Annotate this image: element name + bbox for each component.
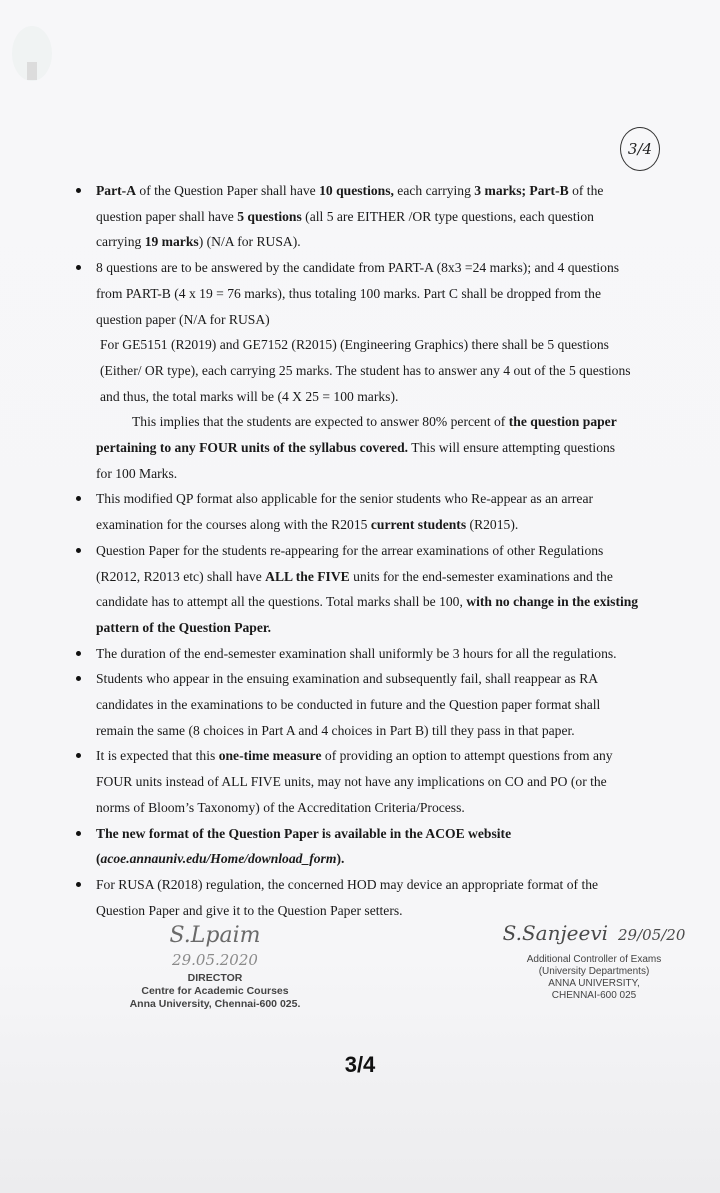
faded-arrow-icon: [27, 62, 37, 80]
bold-text: 3 marks; Part-B: [474, 183, 569, 198]
text-segment: This implies that the students are expected to answer 80% percent of: [132, 414, 509, 430]
text-line: [96, 229, 662, 255]
director-stamp: [95, 972, 335, 1011]
text-segment: candidates in the examinations to be conducted in future and the Question paper format shall: [96, 697, 601, 713]
text-line: [96, 307, 662, 333]
stamp-line: Anna University, Chennai-600 025.: [129, 998, 301, 1010]
bold-text: the question paper: [508, 414, 617, 430]
bullet-icon: [76, 882, 81, 887]
bullet-item: [0, 821, 720, 872]
text-segment: For GE5151 (R2019) and GE7152 (R2015) (Engineering Graphics) there shall be 5 questions: [100, 337, 609, 353]
text-line: [96, 666, 662, 692]
controller-signature-row: [503, 918, 686, 950]
text-line: [96, 204, 662, 230]
acoe-website-link[interactable]: acoe.annauniv.edu/Home/download_form: [100, 851, 337, 867]
text-segment: 8 questions are to be answered by the candidate from PART-A (8x3 =24 marks); and 4 questions: [96, 260, 620, 276]
text-line: [96, 281, 662, 307]
bold-text: ALL the FIVE: [265, 568, 350, 584]
text-segment: FOUR units instead of ALL FIVE units, may not have any implications on CO and PO (or the: [96, 774, 607, 790]
text-line: [96, 615, 662, 641]
text-segment: This modified QP format also applicable for the senior students who Re-appear as an arrear: [96, 491, 594, 507]
text-segment: of providing an option to attempt questions from any: [321, 748, 613, 764]
document-body: [0, 178, 720, 923]
controller-stamp: [496, 954, 692, 1002]
text-segment: remain the same (8 choices in Part A and 4 choices in Part B) till they pass in that paper.: [96, 722, 575, 738]
text-segment: (R2015).: [466, 517, 519, 533]
text-segment: question paper shall have: [96, 208, 238, 224]
director-signature-date: 29.05.2020: [172, 951, 258, 969]
text-segment: Question Paper and give it to the Question Paper setters.: [96, 902, 403, 918]
text-line: [96, 589, 662, 615]
bold-text: ).: [336, 851, 345, 867]
bullet-icon: [76, 651, 81, 656]
text-segment: For RUSA (R2018) regulation, the concerned HOD may device an appropriate format of the: [96, 876, 599, 892]
bold-text: 5 questions: [237, 208, 302, 224]
text-segment: each carrying: [393, 183, 475, 198]
text-line: [96, 564, 662, 590]
bold-text: Part-A: [96, 183, 137, 198]
bullet-icon: [76, 265, 81, 270]
text-line: [96, 178, 662, 204]
text-segment: Students who appear in the ensuing examination and subsequently fail, shall reappear as RA: [96, 671, 599, 687]
text-segment: units for the end-semester examinations and the: [349, 568, 613, 584]
bullet-item: [0, 743, 720, 820]
text-line: [96, 409, 662, 435]
bold-text: pattern of the Question Paper.: [96, 619, 272, 635]
text-segment: The duration of the end-semester examination shall uniformly be 3 hours for all the regulations.: [96, 645, 617, 661]
text-segment: candidate has to attempt all the questions. Total marks shall be 100,: [96, 594, 467, 610]
bullet-item: [0, 486, 720, 537]
text-line: [96, 795, 662, 821]
text-line: [96, 461, 662, 487]
bold-text: pertaining to any FOUR units of the syllabus covered.: [96, 440, 409, 456]
bullet-item: [0, 641, 720, 667]
bold-text: with no change in the existing: [466, 594, 639, 610]
text-segment: ) (N/A for RUSA).: [198, 234, 301, 250]
text-segment: This will ensure attempting questions: [408, 440, 616, 456]
stamp-line: Centre for Academic Courses: [141, 985, 289, 997]
text-line: [100, 384, 662, 410]
text-line: [96, 872, 662, 898]
text-segment: carrying: [96, 234, 145, 250]
bold-text: (: [96, 851, 101, 867]
text-segment: from PART-B (4 x 19 = 76 marks), thus totaling 100 marks. Part C shall be dropped from the: [96, 285, 601, 301]
text-line: [96, 821, 662, 847]
bullet-icon: [76, 548, 81, 553]
bullet-item: [0, 666, 720, 743]
bullet-icon: [76, 753, 81, 758]
text-line: [96, 769, 662, 795]
text-line: [96, 743, 662, 769]
text-segment: of the: [568, 183, 604, 198]
bullet-item: [0, 872, 720, 923]
stamp-line: ANNA UNIVERSITY,: [548, 978, 640, 989]
bold-text: current students: [370, 517, 467, 533]
text-line: [100, 358, 662, 384]
bullet-item: [0, 538, 720, 641]
text-segment: question paper (N/A for RUSA): [96, 311, 270, 327]
text-segment: of the Question Paper shall have: [136, 183, 320, 198]
stamp-line: Additional Controller of Exams: [526, 954, 662, 965]
bullet-icon: [76, 188, 81, 193]
text-segment: It is expected that this: [96, 748, 219, 764]
bullet-item: [0, 178, 720, 255]
text-segment: Question Paper for the students re-appearing for the arrear examinations of other Regulations: [96, 542, 604, 558]
text-line: [96, 435, 662, 461]
director-signature: S.Lpaim: [169, 923, 261, 948]
text-line: [96, 255, 662, 281]
text-segment: (R2012, R2013 etc) shall have: [96, 568, 266, 584]
text-line: [96, 692, 662, 718]
controller-signature-date: 29/05/20: [618, 926, 686, 944]
implication-paragraph: [0, 409, 720, 486]
bold-text: 19 marks: [144, 234, 199, 250]
page-marker-circle: [620, 127, 660, 171]
director-signature-block: [95, 922, 335, 1011]
text-segment: and thus, the total marks will be (4 X 25 = 100 marks).: [100, 388, 399, 404]
controller-signature-block: [496, 918, 692, 1002]
bullet-item: [0, 255, 720, 332]
engineering-graphics-note: [0, 332, 720, 409]
text-segment: (all 5 are EITHER /OR type questions, each question: [301, 208, 594, 224]
text-line: [96, 846, 662, 872]
page-marker-text: 3/4: [627, 140, 653, 158]
text-line: [96, 641, 662, 667]
text-line: [96, 538, 662, 564]
text-segment: (Either/ OR type), each carrying 25 marks. The student has to answer any 4 out of the 5 questions: [100, 362, 631, 378]
text-line: [96, 512, 662, 538]
stamp-line: (University Departments): [538, 966, 650, 977]
bullet-icon: [76, 831, 81, 836]
text-line: [96, 486, 662, 512]
bullet-icon: [76, 496, 81, 501]
bold-text: The new format of the Question Paper is available in the ACOE website: [96, 825, 512, 841]
text-line: [96, 718, 662, 744]
stamp-line: CHENNAI-600 025: [551, 990, 637, 1001]
text-segment: for 100 Marks.: [96, 465, 178, 481]
text-line: [100, 332, 662, 358]
text-segment: examination for the courses along with the R2015: [96, 517, 371, 533]
text-segment: norms of Bloom’s Taxonomy) of the Accreditation Criteria/Process.: [96, 799, 465, 815]
bold-text: one-time measure: [218, 748, 322, 764]
footer-page-number: 3/4: [344, 1052, 376, 1077]
controller-signature: S.Sanjeevi: [502, 921, 609, 945]
stamp-line: DIRECTOR: [187, 972, 243, 984]
bold-text: 10 questions,: [319, 183, 394, 198]
bullet-icon: [76, 676, 81, 681]
